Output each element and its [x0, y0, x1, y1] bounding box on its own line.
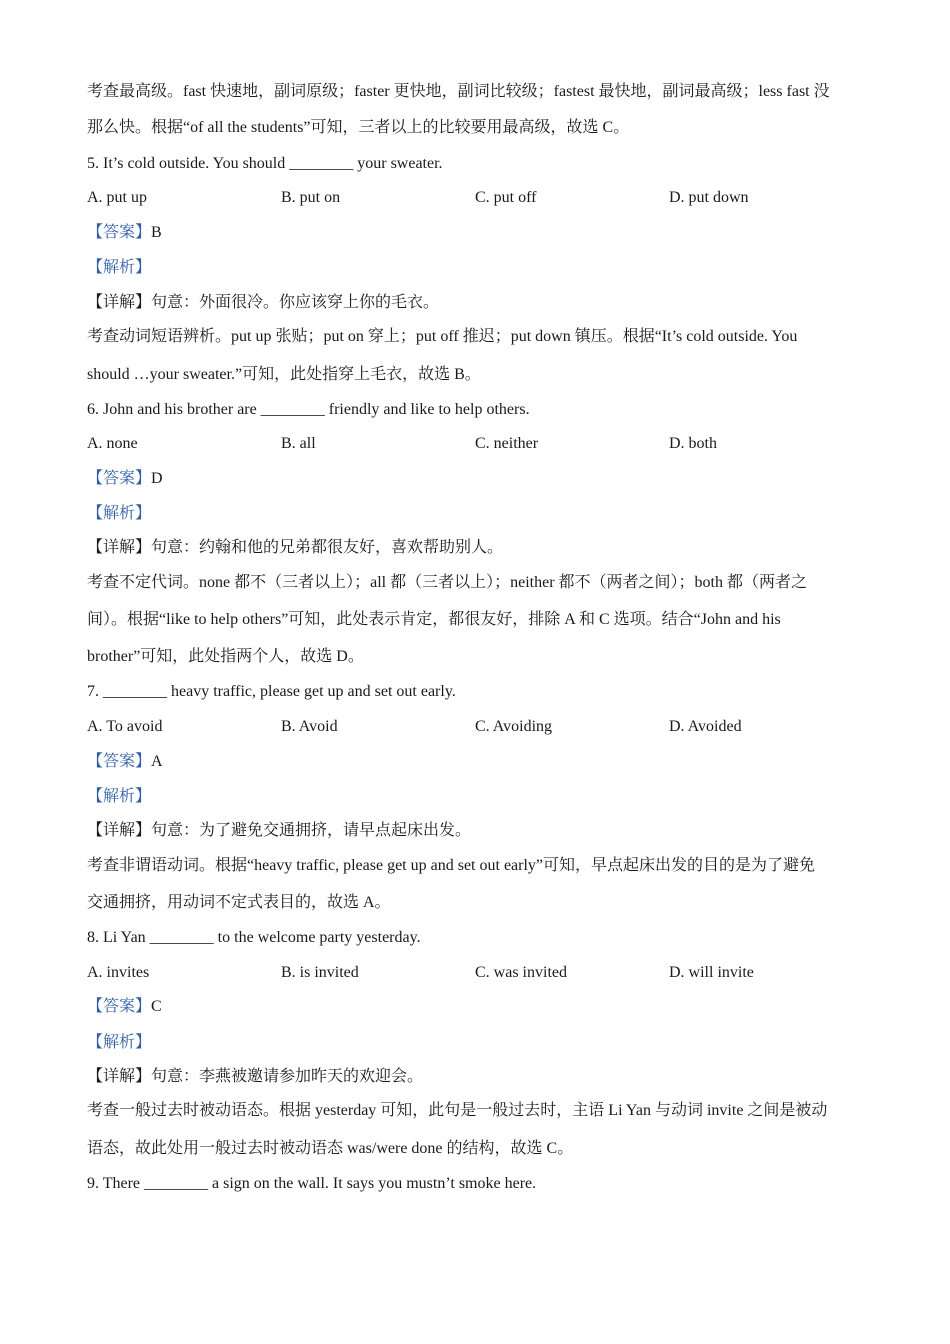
answer-line [87, 223, 162, 243]
option-a: A. none [87, 435, 138, 452]
analysis-label: 【解析】 [87, 259, 152, 276]
option-b: B. is invited [281, 964, 359, 981]
explain-line-1: 考查非谓语动词。根据“heavy traffic, please get up and set out early”可知，早点起床出发的目的是为了避免 [87, 857, 816, 874]
answer-value: A [151, 753, 163, 770]
detail-label: 【详解】 [87, 1068, 152, 1085]
answer-label: 【答案】 [87, 753, 152, 770]
answer-label: 【答案】 [87, 224, 152, 241]
explain-line-2: should …your sweater.”可知，此处指穿上毛衣，故选 B。 [87, 366, 481, 383]
question-stem: 8. Li Yan ________ to the welcome party yesterday. [87, 929, 421, 946]
analysis-label: 【解析】 [87, 1034, 152, 1051]
option-b: B. put on [281, 189, 341, 206]
detail-line [87, 821, 471, 841]
answer-value: B [151, 224, 162, 241]
detail-line [87, 293, 439, 313]
question-stem: 5. It’s cold outside. You should ________ your sweater. [87, 155, 443, 172]
answer-label: 【答案】 [87, 998, 152, 1015]
detail-text: 句意：外面很冷。你应该穿上你的毛衣。 [151, 294, 440, 311]
detail-label: 【详解】 [87, 822, 152, 839]
detail-label: 【详解】 [87, 294, 152, 311]
option-a: A. To avoid [87, 718, 163, 735]
explain-line-2: 交通拥挤，用动词不定式表目的，故选 A。 [87, 894, 391, 911]
answer-line [87, 997, 162, 1017]
explain-line-2: 语态，故此处用一般过去时被动语态 was/were done 的结构，故选 C。 [87, 1140, 574, 1157]
option-c: C. neither [475, 435, 539, 452]
detail-text: 句意：约翰和他的兄弟都很友好，喜欢帮助别人。 [151, 539, 504, 556]
detail-label: 【详解】 [87, 539, 152, 556]
answer-value: D [151, 470, 163, 487]
option-c: C. Avoiding [475, 718, 553, 735]
detail-text: 句意：为了避免交通拥挤，请早点起床出发。 [151, 822, 472, 839]
answer-line [87, 752, 163, 772]
explain-line-3: brother”可知，此处指两个人，故选 D。 [87, 648, 364, 665]
question-stem: 7. ________ heavy traffic, please get up and set out early. [87, 683, 456, 700]
detail-line [87, 1067, 423, 1087]
explain-line-1: 考查动词短语辨析。put up 张贴；put on 穿上；put off 推迟；put down 镇压。根据“It’s cold outside. You [87, 328, 798, 345]
option-d: D. will invite [669, 964, 754, 981]
intro-line-1: 考查最高级。fast 快速地，副词原级；faster 更快地，副词比较级；fastest 最快地，副词最高级；less fast 没 [87, 83, 830, 100]
explain-line-2: 间）。根据“like to help others”可知，此处表示肯定，都很友好，排除 A 和 C 选项。结合“John and his [87, 611, 781, 628]
option-c: C. was invited [475, 964, 567, 981]
intro-line-2: 那么快。根据“of all the students”可知，三者以上的比较要用最高级，故选 C。 [87, 119, 630, 136]
question-stem: 9. There ________ a sign on the wall. It says you mustn’t smoke here. [87, 1175, 537, 1192]
option-d: D. put down [669, 189, 749, 206]
question-stem: 6. John and his brother are ________ friendly and like to help others. [87, 401, 530, 418]
option-d: D. Avoided [669, 718, 742, 735]
detail-line [87, 538, 503, 558]
explain-line-1: 考查不定代词。none 都不（三者以上）；all 都（三者以上）；neither 都不（两者之间）；both 都（两者之 [87, 574, 807, 591]
detail-text: 句意：李燕被邀请参加昨天的欢迎会。 [151, 1068, 424, 1085]
answer-label: 【答案】 [87, 470, 152, 487]
option-b: B. all [281, 435, 316, 452]
option-b: B. Avoid [281, 718, 338, 735]
option-a: A. put up [87, 189, 147, 206]
option-c: C. put off [475, 189, 537, 206]
analysis-label: 【解析】 [87, 505, 152, 522]
explain-line-1: 考查一般过去时被动语态。根据 yesterday 可知，此句是一般过去时，主语 Li Yan 与动词 invite 之间是被动 [87, 1102, 828, 1119]
answer-line [87, 469, 163, 489]
option-d: D. both [669, 435, 717, 452]
analysis-label: 【解析】 [87, 788, 152, 805]
answer-value: C [151, 998, 162, 1015]
option-a: A. invites [87, 964, 150, 981]
